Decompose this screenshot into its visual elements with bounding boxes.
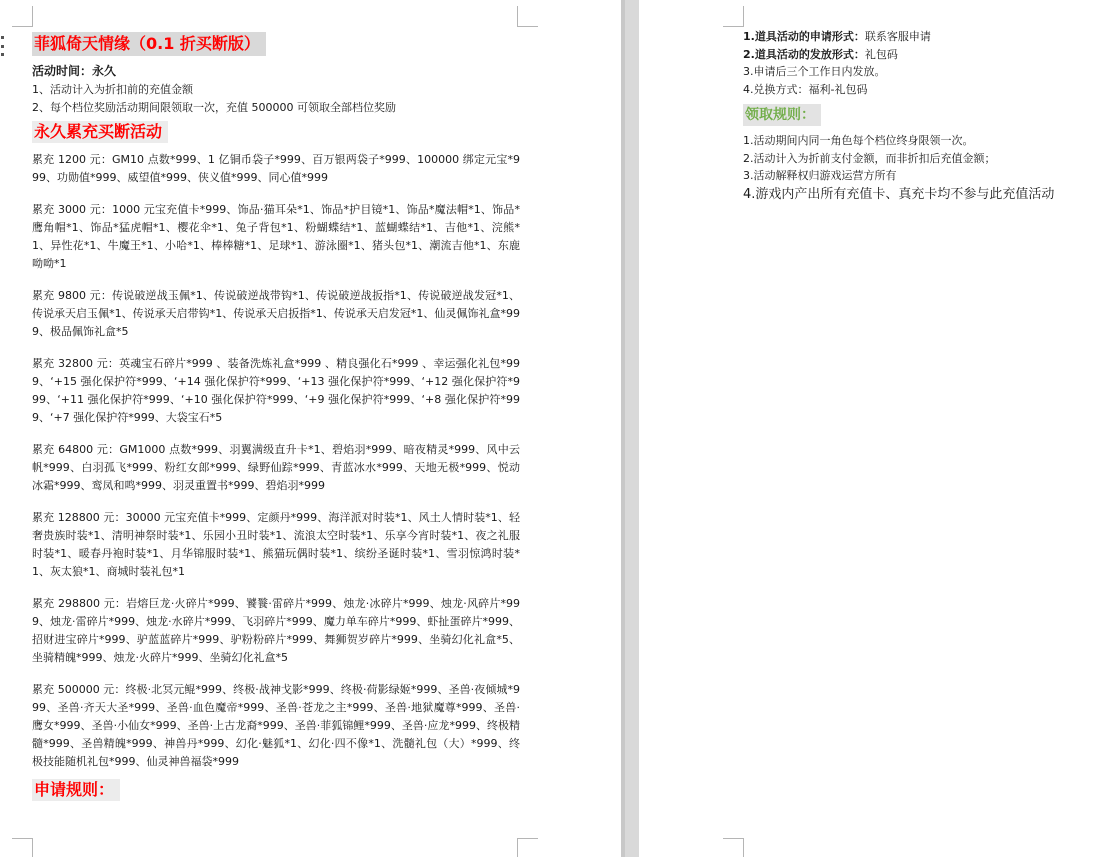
move-handle-icon[interactable] — [1, 36, 5, 56]
reward-tier[interactable]: 累充 64800 元：GM1000 点数*999、羽翼满级直升卡*1、碧焰羽*999、暗夜精灵*999、风中云帆*999、白羽孤飞*999、粉红女郎*999、绿野仙踪*999、青蓝冰水*999、天地无极*999、悦动冰霜*999、鸾凤和鸣*999、羽灵重置书*999、碧焰羽*999 — [32, 443, 520, 492]
claim-rule[interactable]: 1.活动期间内同一角色每个档位终身限领一次。 — [743, 134, 974, 147]
crop-mark — [517, 838, 538, 857]
page-gap — [621, 0, 639, 857]
apply-rule-value: 3.申请后三个工作日内发放。 — [743, 65, 886, 78]
apply-rule-value: 4.兑换方式：福利-礼包码 — [743, 82, 868, 96]
note-line[interactable]: 1、活动计入为折扣前的充值金额 — [32, 83, 193, 96]
reward-tier[interactable]: 累充 298800 元：岩熔巨龙·火碎片*999、饕餮·雷碎片*999、烛龙·冰碎片*999、烛龙·风碎片*999、烛龙·雷碎片*999、烛龙·水碎片*999、飞羽碎片*999、魔力单车碎片*999、虾扯蛋碎片*999、招财进宝碎片*999、驴蓝蓝碎片*999、驴粉粉碎片*999、舞狮贺岁碎片*999、坐骑幻化礼盒*5、坐骑精魄*999、烛龙·火碎片*999、坐骑幻化礼盒*5 — [32, 597, 520, 664]
apply-rules-heading[interactable]: 申请规则： — [32, 779, 120, 801]
activity-time[interactable]: 活动时间：永久 — [32, 64, 117, 78]
note-line[interactable]: 2、每个档位奖励活动期间限领取一次，充值 500000 可领取全部档位奖励 — [32, 101, 396, 114]
claim-rule[interactable]: 3.活动解释权归游戏运营方所有 — [743, 169, 897, 182]
crop-mark — [517, 6, 538, 27]
document-page-right — [639, 0, 1109, 857]
reward-tier[interactable]: 累充 128800 元：30000 元宝充值卡*999、定颜丹*999、海洋派对时装*1、风土人情时装*1、轻奢贵族时装*1、清明神祭时装*1、乐园小丑时装*1、流浪太空时装*1、乐享今宵时装*1、夜之礼服时装*1、暖春丹袍时装*1、月华锦服时装*1、熊猫玩偶时装*1、缤纷圣诞时装*1、雪羽惊鸿时装*1、灰太狼*1、商城时装礼包*1 — [32, 511, 520, 578]
left-page-content — [32, 32, 520, 801]
claim-rule-list — [743, 132, 1093, 205]
claim-rules-heading[interactable]: 领取规则： — [743, 104, 821, 126]
reward-tier-list — [32, 151, 520, 771]
apply-rule[interactable] — [743, 46, 1093, 64]
claim-rule[interactable]: 4.游戏内产出所有充值卡、真充卡均不参与此充值活动 — [743, 186, 1055, 202]
apply-rule-value: 联系客服申请 — [864, 30, 931, 43]
reward-tier[interactable]: 累充 1200 元：GM10 点数*999、1 亿铜币袋子*999、百万银两袋子*999、100000 绑定元宝*999、功勋值*999、威望值*999、侠义值*999、同心值*999 — [32, 153, 520, 184]
apply-rule[interactable] — [743, 28, 1093, 46]
section-heading[interactable]: 永久累充买断活动 — [32, 121, 168, 143]
crop-mark — [12, 838, 33, 857]
apply-rule-label: 2.道具活动的发放形式： — [743, 47, 865, 61]
apply-rule[interactable] — [743, 63, 1093, 81]
claim-rule[interactable]: 2.活动计入为折前支付金额，而非折扣后充值金额； — [743, 151, 996, 165]
crop-mark — [723, 838, 744, 857]
apply-rule-label: 1.道具活动的申请形式： — [743, 30, 865, 43]
crop-mark — [723, 6, 744, 27]
apply-rule[interactable] — [743, 81, 1093, 99]
apply-rule-value: 礼包码 — [864, 47, 898, 61]
right-page-content — [743, 28, 1093, 205]
reward-tier[interactable]: 累充 500000 元：终极·北冥元鲲*999、终极·战神戈影*999、终极·荷影绿姬*999、圣兽·夜倾城*999、圣兽·齐天大圣*999、圣兽·血色魔帝*999、圣兽·苍龙之主*999、圣兽·地狱魔尊*999、圣兽·鹰女*999、圣兽·小仙女*999、圣兽·上古龙裔*999、圣兽·菲狐锦鲤*999、圣兽·应龙*999、终极精髓*999、圣兽精魄*999、神兽丹*999、幻化·魅狐*1、幻化·四不像*1、洗髓礼包（大）*999、终极技能随机礼包*999、仙灵神兽福袋*999 — [32, 683, 520, 768]
crop-mark — [12, 6, 33, 27]
document-title[interactable]: 菲狐倚天情缘（0.1 折买断版） — [32, 32, 266, 56]
reward-tier[interactable]: 累充 9800 元：传说破逆战玉佩*1、传说破逆战带钩*1、传说破逆战扳指*1、传说破逆战发冠*1、传说承天启玉佩*1、传说承天启带钩*1、传说承天启扳指*1、传说承天启发冠*1、仙灵佩饰礼盒*999、极品佩饰礼盒*5 — [32, 289, 520, 338]
reward-tier[interactable]: 累充 3000 元：1000 元宝充值卡*999、饰品·猫耳朵*1、饰品*护目镜*1、饰品*魔法帽*1、饰品*鹰角帽*1、饰品*猛虎帽*1、樱花伞*1、兔子背包*1、粉蝴蝶结*1、蓝蝴蝶结*1、吉他*1、浣熊*1、异性花*1、牛魔王*1、小哈*1、棒棒糖*1、足球*1、游泳圈*1、猪头包*1、潮流吉他*1、东鹿呦呦*1 — [32, 203, 520, 270]
reward-tier[interactable]: 累充 32800 元：英魂宝石碎片*999 、装备洗炼礼盒*999 、精良强化石*999 、幸运强化礼包*999、‘+15 强化保护符*999、‘+14 强化保护符*999、‘+13 强化保护符*999、‘+12 强化保护符*999、‘+11 强化保护符*999、‘+10 强化保护符*999、‘+9 强化保护符*999、‘+8 强化保护符*999、‘+7 强化保护符*999、大袋宝石*5 — [32, 357, 520, 424]
